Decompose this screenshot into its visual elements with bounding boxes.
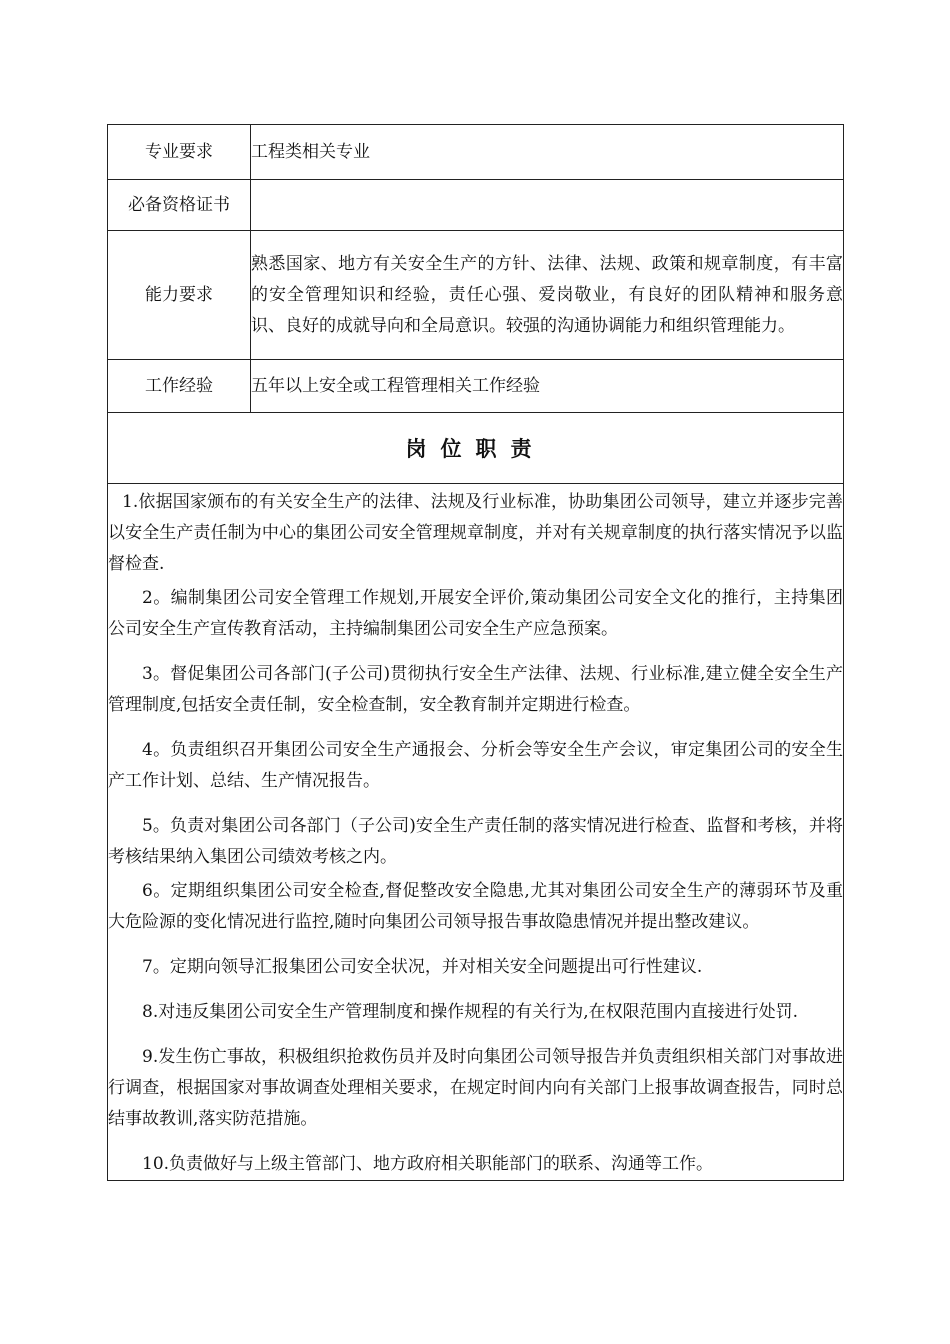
ability-requirement-label: 能力要求 <box>108 231 251 360</box>
duty-item-8: 8.对违反集团公司安全生产管理制度和操作规程的有关行为,在权限范围内直接进行处罚. <box>142 1002 799 1022</box>
major-requirement-value: 工程类相关专业 <box>251 125 844 180</box>
major-requirement-label: 专业要求 <box>108 125 251 180</box>
row-duties <box>108 484 844 1181</box>
row-required-certificate <box>108 180 844 231</box>
required-certificate-label: 必备资格证书 <box>108 180 251 231</box>
job-description-table <box>107 124 844 1181</box>
duty-item-5: 5。负责对集团公司各部门（子公司)安全生产责任制的落实情况进行检查、监督和考核，并将考核结果纳入集团公司绩效考核之内。 <box>108 816 843 867</box>
row-work-experience <box>108 360 844 413</box>
row-duties-title <box>108 413 844 484</box>
duty-item-2: 2。编制集团公司安全管理工作规划,开展安全评价,策动集团公司安全文化的推行，主持集团公司安全生产宣传教育活动，主持编制集团公司安全生产应急预案。 <box>108 588 843 639</box>
duty-item-7: 7。定期向领导汇报集团公司安全状况，并对相关安全问题提出可行性建议. <box>142 957 703 977</box>
row-major-requirement <box>108 125 844 180</box>
work-experience-label: 工作经验 <box>108 360 251 413</box>
duties-list <box>108 484 844 1181</box>
duty-item-4: 4。负责组织召开集团公司安全生产通报会、分析会等安全生产会议，审定集团公司的安全生产工作计划、总结、生产情况报告。 <box>108 740 843 791</box>
ability-requirement-value: 熟悉国家、地方有关安全生产的方针、法律、法规、政策和规章制度，有丰富的安全管理知识和经验，责任心强、爱岗敬业，有良好的团队精神和服务意识、良好的成就导向和全局意识。较强的沟通协调能力和组织管理能力。 <box>251 231 844 360</box>
row-ability-requirement <box>108 231 844 360</box>
work-experience-value: 五年以上安全或工程管理相关工作经验 <box>251 360 844 413</box>
duty-item-3: 3。督促集团公司各部门(子公司)贯彻执行安全生产法律、法规、行业标准,建立健全安全生产管理制度,包括安全责任制，安全检查制，安全教育制并定期进行检查。 <box>108 664 843 715</box>
duties-title: 岗位职责 <box>108 413 844 484</box>
duty-item-1: 1.依据国家颁布的有关安全生产的法律、法规及行业标准，协助集团公司领导，建立并逐步完善以安全生产责任制为中心的集团公司安全管理规章制度，并对有关规章制度的执行落实情况予以监督检查. <box>108 492 843 574</box>
required-certificate-value <box>251 180 844 231</box>
duty-item-6: 6。定期组织集团公司安全检查,督促整改安全隐患,尤其对集团公司安全生产的薄弱环节及重大危险源的变化情况进行监控,随时向集团公司领导报告事故隐患情况并提出整改建议。 <box>108 881 843 932</box>
duty-item-9: 9.发生伤亡事故，积极组织抢救伤员并及时向集团公司领导报告并负责组织相关部门对事故进行调查，根据国家对事故调查处理相关要求，在规定时间内向有关部门上报事故调查报告，同时总结事故教训,落实防范措施。 <box>108 1047 843 1129</box>
duty-item-10: 10.负责做好与上级主管部门、地方政府相关职能部门的联系、沟通等工作。 <box>142 1154 714 1174</box>
